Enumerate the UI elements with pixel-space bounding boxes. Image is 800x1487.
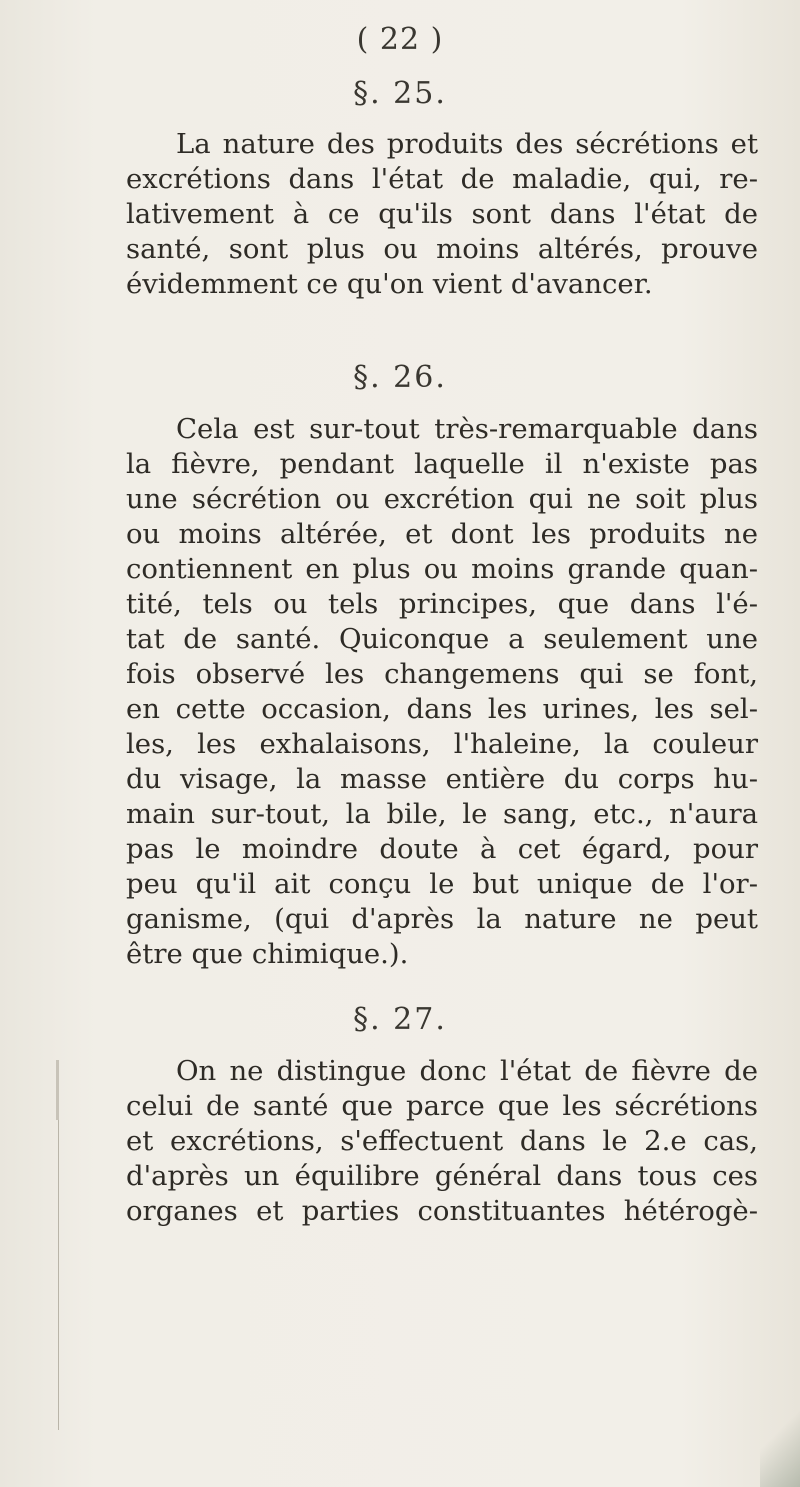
text-line: peu qu'il ait conçu le but unique de l'or- <box>126 868 758 900</box>
paragraph-27 <box>126 1054 758 1229</box>
text-line: être que chimique.). <box>126 938 409 970</box>
text-line: organes et parties constituantes hétérogè- <box>126 1195 758 1227</box>
section-heading-25: §. 25. <box>353 76 447 111</box>
text-line: celui de santé que parce que les sécrétions <box>126 1090 758 1122</box>
text-line: du visage, la masse entière du corps hu- <box>126 763 758 795</box>
text-line: d'après un équilibre général dans tous ces <box>126 1160 758 1192</box>
text-line: en cette occasion, dans les urines, les sel- <box>126 693 758 725</box>
text-line: ganisme, (qui d'après la nature ne peut <box>126 903 758 935</box>
text-line: On ne distingue donc l'état de fièvre de <box>176 1055 758 1087</box>
text-line: La nature des produits des sécrétions et <box>176 128 758 160</box>
text-line: tité, tels ou tels principes, que dans l'é- <box>126 588 758 620</box>
text-line: et excrétions, s'effectuent dans le 2.e cas, <box>126 1125 758 1157</box>
page-corner-shadow <box>760 1397 800 1487</box>
text-line: les, les exhalaisons, l'haleine, la couleur <box>126 728 758 760</box>
page-number: ( 22 ) <box>356 22 444 57</box>
text-line: fois observé les changemens qui se font, <box>126 658 758 690</box>
section-heading-27: §. 27. <box>353 1002 447 1037</box>
section-heading-26: §. 26. <box>353 360 447 395</box>
text-line: évidemment ce qu'on vient d'avancer. <box>126 268 653 300</box>
text-line: main sur-tout, la bile, le sang, etc., n'aura <box>126 798 758 830</box>
text-line: lativement à ce qu'ils sont dans l'état de <box>126 198 758 230</box>
text-line: santé, sont plus ou moins altérés, prouve <box>126 233 758 265</box>
margin-mark <box>56 1060 59 1120</box>
text-line: ou moins altérée, et dont les produits ne <box>126 518 758 550</box>
text-line: contiennent en plus ou moins grande quan- <box>126 553 758 585</box>
paragraph-26 <box>126 412 758 972</box>
margin-rule <box>58 1090 59 1430</box>
text-line: pas le moindre doute à cet égard, pour <box>126 833 758 865</box>
text-line: tat de santé. Quiconque a seulement une <box>126 623 758 655</box>
text-line: une sécrétion ou excrétion qui ne soit plus <box>126 483 758 515</box>
text-line: la fièvre, pendant laquelle il n'existe pas <box>126 448 758 480</box>
text-line: Cela est sur-tout très-remarquable dans <box>176 413 758 445</box>
paragraph-25 <box>126 127 758 302</box>
text-line: excrétions dans l'état de maladie, qui, re- <box>126 163 758 195</box>
